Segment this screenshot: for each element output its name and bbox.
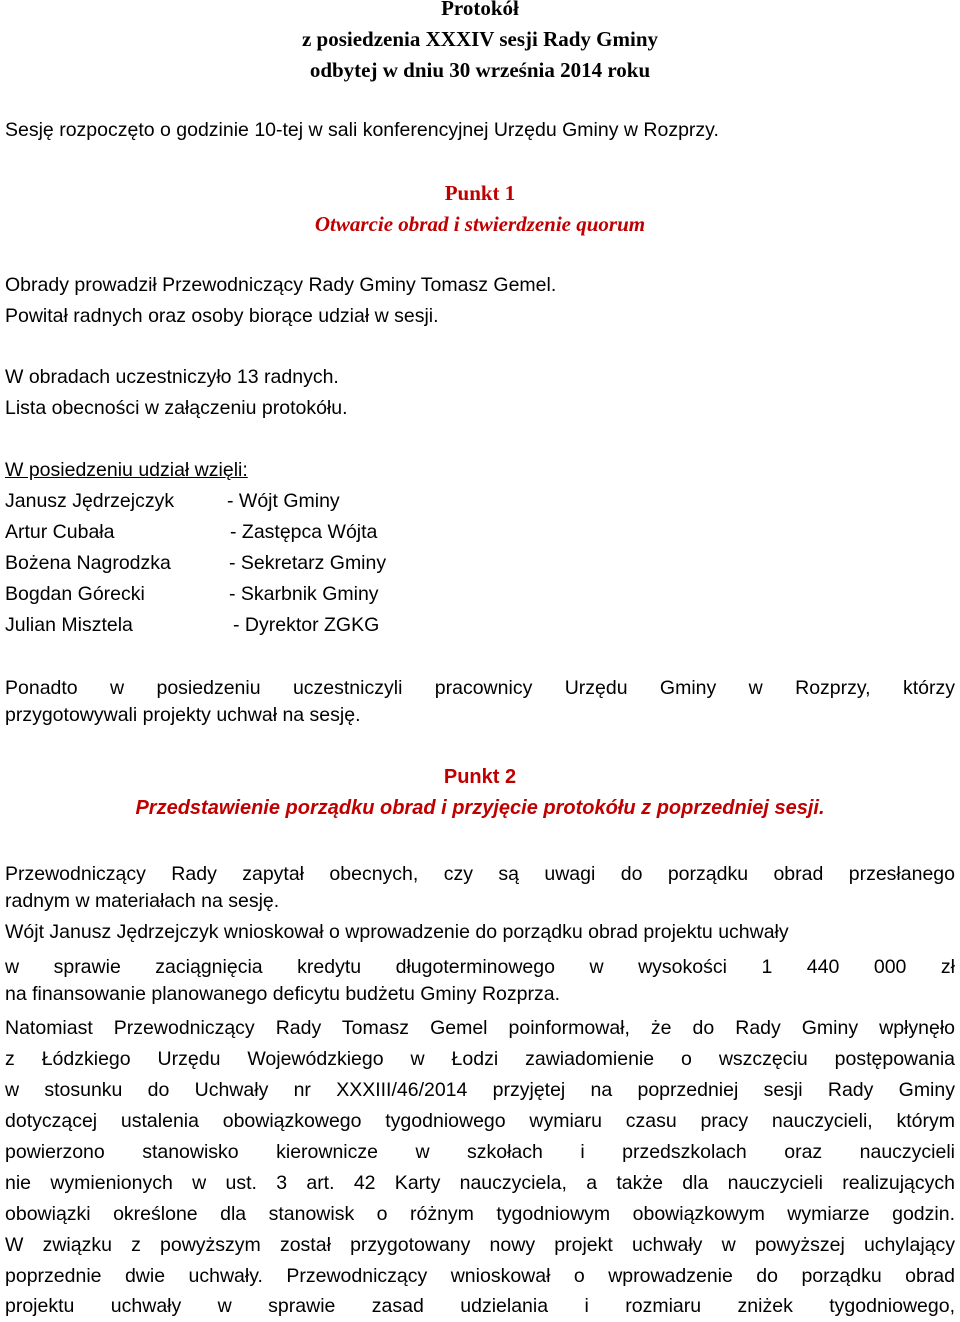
attendee-name: Artur Cubała	[5, 521, 115, 543]
punkt2-line: Przewodniczący Rady zapytał obecnych, czy są uwagi do porządku obrad przesłanego	[5, 863, 955, 885]
attendee-role: - Skarbnik Gminy	[229, 583, 379, 605]
punkt2-line: z Łódzkiego Urzędu Wojewódzkiego w Łodzi zawiadomienie o wszczęciu postępowania	[5, 1048, 955, 1070]
attendee-name: Janusz Jędrzejczyk	[5, 490, 175, 512]
punkt2-line: na finansowanie planowanego deficytu budżetu Gminy Rozprza.	[5, 983, 561, 1005]
punkt2-line: Wójt Janusz Jędrzejczyk wnioskował o wprowadzenie do porządku obrad projektu uchwały	[5, 921, 789, 943]
attendance-heading: W posiedzeniu udział wzięli:	[5, 459, 248, 481]
punkt2-line: w sprawie zaciągnięcia kredytu długoterminowego w wysokości 1 440 000 zł	[5, 956, 955, 978]
punkt2-title: Przedstawienie porządku obrad i przyjęcie protokółu z poprzedniej sesji.	[135, 797, 825, 819]
punkt2-line: projektu uchwały w sprawie zasad udzielania i rozmiaru zniżek tygodniowego,	[5, 1295, 955, 1317]
attendee-role: - Dyrektor ZGKG	[233, 614, 380, 636]
punkt1-chair-line: Obrady prowadził Przewodniczący Rady Gminy Tomasz Gemel.	[5, 274, 557, 296]
ponadto-line-1: Ponadto w posiedzeniu uczestniczyli pracownicy Urzędu Gminy w Rozprzy, którzy	[5, 677, 955, 699]
ponadto-line-2: przygotowywali projekty uchwał na sesję.	[5, 704, 361, 726]
punkt2-line: poprzednie dwie uchwały. Przewodniczący wnioskował o wprowadzenie do porządku obrad	[5, 1265, 955, 1287]
punkt2-line: Natomiast Przewodniczący Rady Tomasz Gemel poinformował, że do Rady Gminy wpłynęło	[5, 1017, 955, 1039]
attendee-role: - Zastępca Wójta	[230, 521, 378, 543]
attendee-role: - Wójt Gminy	[227, 490, 340, 512]
attendee-name: Julian Misztela	[5, 614, 133, 636]
attendee-name: Bogdan Górecki	[5, 583, 145, 605]
document-subtitle-session: z posiedzenia XXXIV sesji Rady Gminy	[301, 27, 659, 51]
intro-paragraph: Sesję rozpoczęto o godzinie 10-tej w sali konferencyjnej Urzędu Gminy w Rozprzy.	[5, 119, 719, 141]
document-subtitle-date: odbytej w dniu 30 września 2014 roku	[309, 58, 651, 82]
punkt2-line: radnym w materiałach na sesję.	[5, 890, 280, 912]
punkt1-attendance-list-line: Lista obecności w załączeniu protokółu.	[5, 397, 348, 419]
punkt2-line: dotyczącej ustalenia obowiązkowego tygodniowego wymiaru czasu pracy nauczycieli, którym	[5, 1110, 955, 1132]
punkt1-count-line: W obradach uczestniczyło 13 radnych.	[5, 366, 339, 388]
attendee-role: - Sekretarz Gminy	[229, 552, 387, 574]
punkt2-label: Punkt 2	[443, 766, 517, 788]
punkt1-title: Otwarcie obrad i stwierdzenie quorum	[314, 212, 646, 236]
punkt2-line: W związku z powyższym został przygotowany nowy projekt uchwały w powyższej uchylający	[5, 1234, 955, 1256]
attendee-name: Bożena Nagrodzka	[5, 552, 171, 574]
punkt2-line: nie wymienionych w ust. 3 art. 42 Karty nauczyciela, a także dla nauczycieli realizujących	[5, 1172, 955, 1194]
document-title: Protokół	[441, 0, 519, 20]
punkt2-line: w stosunku do Uchwały nr XXXIII/46/2014 przyjętej na poprzedniej sesji Rady Gminy	[5, 1079, 955, 1101]
punkt1-label: Punkt 1	[444, 181, 516, 205]
punkt2-line: obowiązki określone dla stanowisk o różnym tygodniowym obowiązkowym wymiarze godzin.	[5, 1203, 955, 1225]
punkt2-line: powierzono stanowisko kierownicze w szkołach i przedszkolach oraz nauczycieli	[5, 1141, 955, 1163]
punkt1-welcome-line: Powitał radnych oraz osoby biorące udział w sesji.	[5, 305, 439, 327]
